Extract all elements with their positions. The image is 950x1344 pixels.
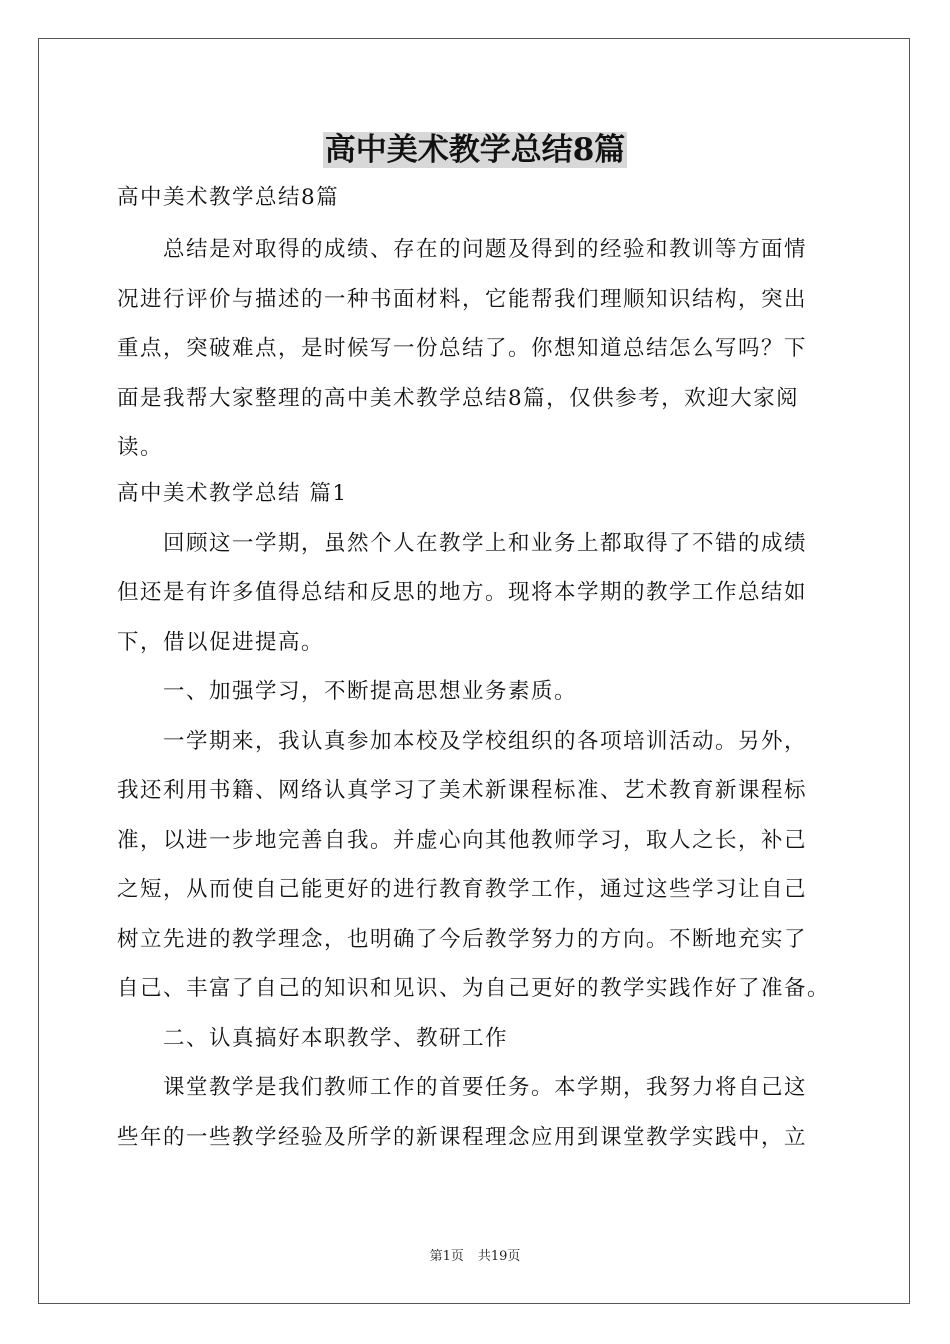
paragraph-line: 之短，从而使自己能更好的进行教育教学工作，通过这些学习让自己	[117, 877, 808, 902]
paragraph-line: 读。	[117, 435, 164, 460]
paragraph-line: 重点，突破难点，是时候写一份总结了。你想知道总结怎么写吗？下	[117, 336, 808, 361]
paragraph-line: 回顾这一学期，虽然个人在教学上和业务上都取得了不错的成绩	[163, 530, 808, 556]
paragraph-line: 面是我帮大家整理的高中美术教学总结8篇，仅供参考，欢迎大家阅	[117, 385, 800, 411]
paragraph-line: 些年的一些教学经验及所学的新课程理念应用到课堂教学实践中，立	[117, 1124, 808, 1150]
paragraph-line: 我还利用书籍、网络认真学习了美术新课程标准、艺术教育新课程标	[117, 778, 808, 803]
paragraph-line: 准，以进一步地完善自我。并虚心向其他教师学习，取人之长，补己	[117, 827, 808, 853]
paragraph-line: 树立先进的教学理念，也明确了今后教学努力的方向。不断地充实了	[117, 926, 808, 952]
page-footer	[0, 1245, 950, 1264]
page-total: 共19页	[477, 1249, 521, 1264]
section-heading: 高中美术教学总结 篇1	[117, 480, 348, 506]
subtitle-line: 高中美术教学总结8篇	[117, 185, 340, 210]
subheading-line: 一、加强学习，不断提高思想业务素质。	[163, 679, 578, 704]
paragraph-line: 下，借以促进提高。	[117, 629, 325, 655]
paragraph-line: 况进行评价与描述的一种书面材料，它能帮我们理顺知识结构，突出	[117, 286, 808, 312]
paragraph-line: 自己、丰富了自己的知识和见识、为自己更好的教学实践作好了准备。	[117, 976, 831, 1001]
paragraph-line: 总结是对取得的成绩、存在的问题及得到的经验和教训等方面情	[163, 237, 808, 262]
paragraph-line: 一学期来，我认真参加本校及学校组织的各项培训活动。另外，	[163, 728, 808, 754]
page-number: 第1页	[429, 1249, 464, 1264]
subheading-line: 二、认真搞好本职教学、教研工作	[163, 1025, 509, 1051]
document-title-text: 高中美术教学总结8篇	[324, 132, 626, 168]
document-body	[117, 180, 839, 1162]
paragraph-line: 课堂教学是我们教师工作的首要任务。本学期，我努力将自己这	[163, 1075, 808, 1100]
document-title	[0, 128, 950, 172]
paragraph-line: 但还是有许多值得总结和反思的地方。现将本学期的教学工作总结如	[117, 580, 808, 605]
